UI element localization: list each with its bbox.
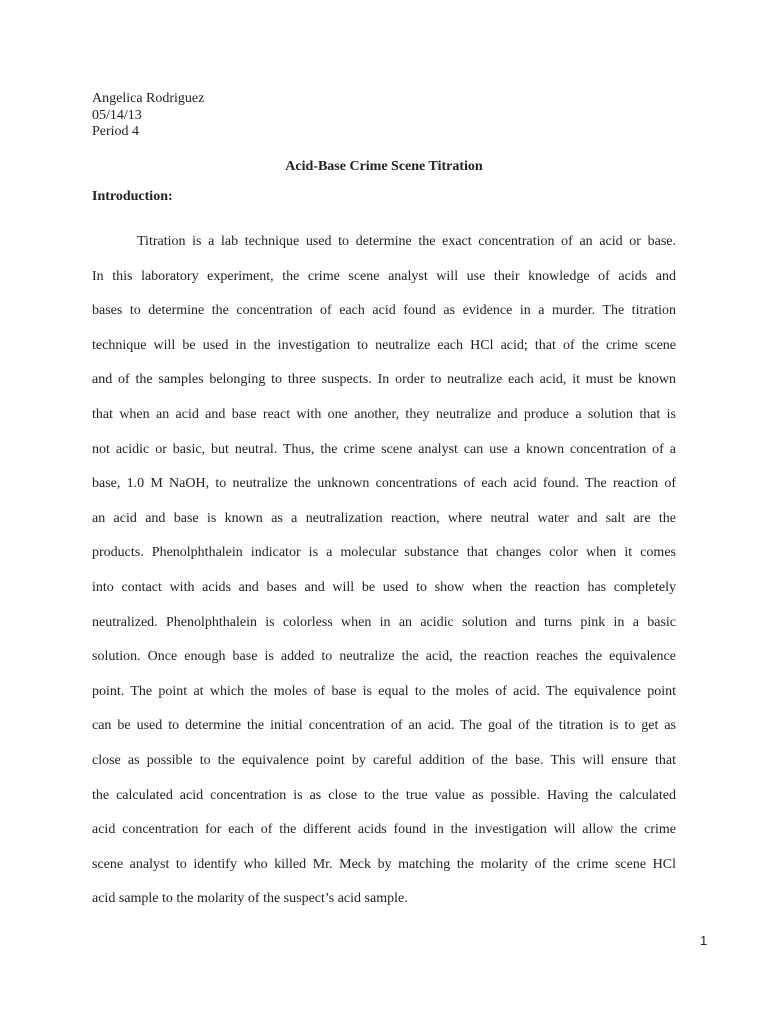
paragraph-line: technique will be used in the investigation to neutralize each HCl acid; that of the crime scene [92,337,676,353]
author-name: Angelica Rodriguez [92,91,205,106]
paragraph-line: the calculated acid concentration is as close to the true value as possible. Having the calculated [92,787,676,803]
paragraph-line: that when an acid and base react with one another, they neutralize and produce a solution that is [92,406,676,422]
paragraph-line: products. Phenolphthalein indicator is a molecular substance that changes color when it comes [92,545,676,561]
paragraph-line: solution. Once enough base is added to neutralize the acid, the reaction reaches the equivalence [92,649,676,665]
paragraph-line: can be used to determine the initial concentration of an acid. The goal of the titration is to get as [92,718,676,734]
paragraph-line: an acid and base is known as a neutralization reaction, where neutral water and salt are the [92,510,676,526]
date: 05/14/13 [92,107,142,123]
paragraph-line: bases to determine the concentration of each acid found as evidence in a murder. The titration [92,303,676,319]
page-number: 1 [700,933,708,948]
paragraph-line: not acidic or basic, but neutral. Thus, the crime scene analyst can use a known concentration of a [92,441,676,457]
paragraph-line: close as possible to the equivalence point by careful addition of the base. This will ensure that [92,752,676,768]
document-title: Acid-Base Crime Scene Titration [285,159,483,174]
paragraph-line: into contact with acids and bases and will be used to show when the reaction has completely [92,579,676,595]
paragraph-line: base, 1.0 M NaOH, to neutralize the unknown concentrations of each acid found. The reaction of [92,476,676,492]
paragraph-line: scene analyst to identify who killed Mr. Meck by matching the molarity of the crime scene HCl [92,856,676,872]
paragraph-line: neutralized. Phenolphthalein is colorless when in an acidic solution and turns pink in a basic [92,614,676,630]
paragraph-line: In this laboratory experiment, the crime scene analyst will use their knowledge of acids and [92,268,676,284]
paragraph-line: and of the samples belonging to three suspects. In order to neutralize each acid, it must be known [92,372,676,388]
paragraph-line: point. The point at which the moles of base is equal to the moles of acid. The equivalence point [92,683,676,699]
section-heading: Introduction: [92,189,173,204]
paragraph-line: acid concentration for each of the different acids found in the investigation will allow the crime [92,822,676,838]
paragraph-line: Titration is a lab technique used to determine the exact concentration of an acid or base. [137,234,676,249]
class-period: Period 4 [92,124,140,139]
paragraph-line: acid sample to the molarity of the suspect’s acid sample. [92,891,408,907]
introduction-paragraph [92,233,676,925]
